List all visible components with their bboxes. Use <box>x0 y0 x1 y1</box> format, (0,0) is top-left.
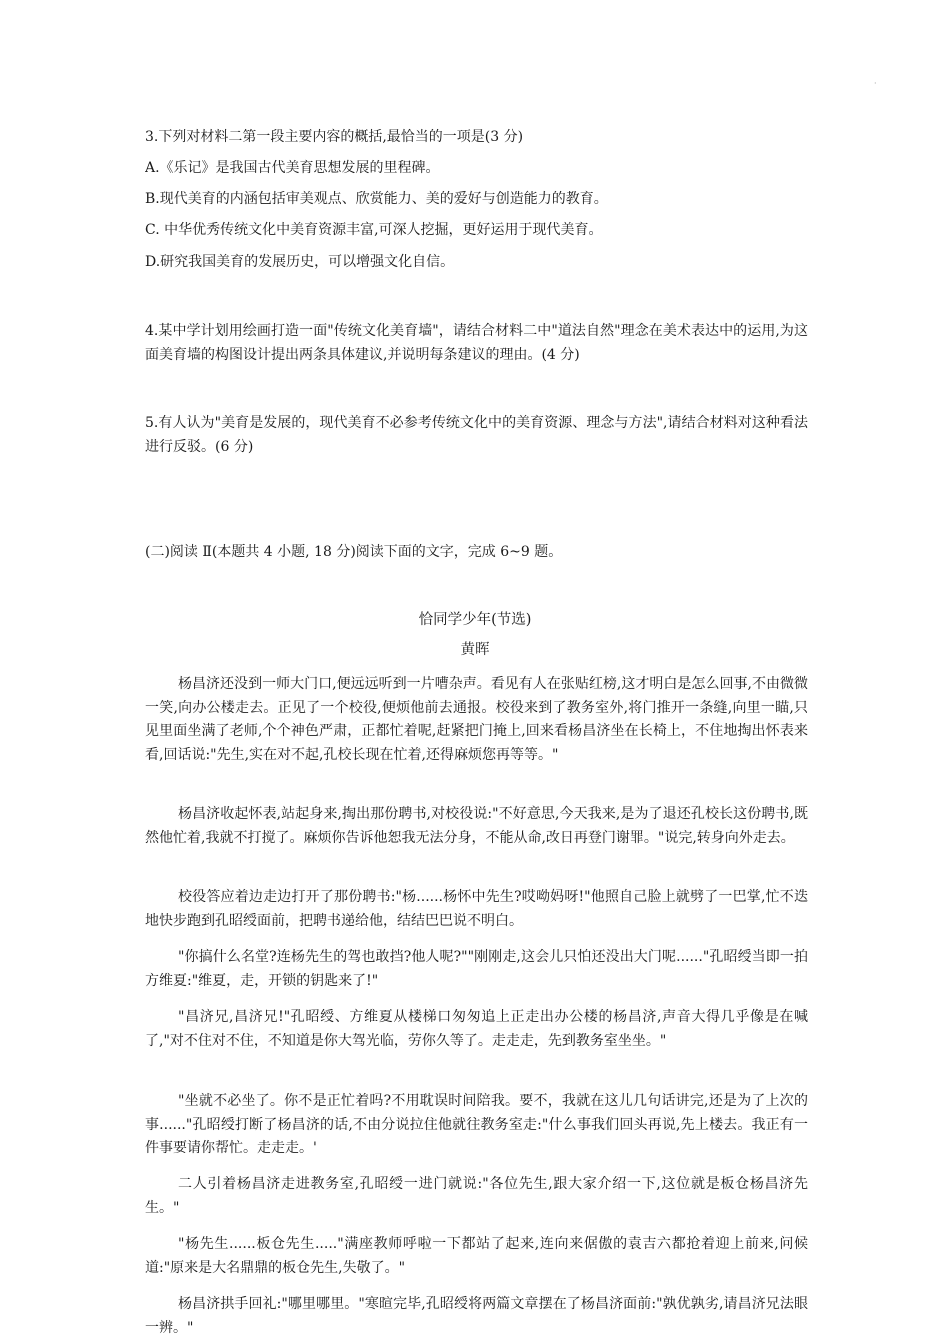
question-3-stem: 3.下列对材料二第一段主要内容的概括,最恰当的一项是(3 分) <box>145 129 524 145</box>
question-4: 4.某中学计划用绘画打造一面"传统文化美育墙"，请结合材料二中"道法自然"理念在美术表达中的运用,为这面美育墙的构图设计提出两条具体建议,并说明每条建议的理由。(4 分) <box>145 323 808 363</box>
story-author: 黄晖 <box>460 642 490 658</box>
story-paragraph: "杨先生......板仓先生....."满座教师呼啦一下都站了起来,连向来倨傲的袁吉六都抢着迎上前来,问候道:"原来是大名鼎鼎的板仓先生,失敬了。" <box>145 1236 808 1276</box>
question-5: 5.有人认为"美育是发展的，现代美育不必参考传统文化中的美育资源、理念与方法",请结合材料对这种看法进行反驳。(6 分) <box>145 415 808 455</box>
story-paragraph: "昌济兄,昌济兄!"孔昭绶、方维夏从楼梯口匆匆追上正走出办公楼的杨昌济,声音大得几乎像是在喊了,"对不住对不住，不知道是你大驾光临，劳你久等了。走走走，先到教务室坐坐。" <box>145 1009 808 1049</box>
question-3-option-a: A.《乐记》是我国古代美育思想发展的里程碑。 <box>145 160 440 176</box>
question-3-option-c: C. 中华优秀传统文化中美育资源丰富,可深人挖掘，更好运用于现代美育。 <box>145 222 603 238</box>
story-paragraph: 杨昌济拱手回礼:"哪里哪里。"寒暄完毕,孔昭绶将两篇文章摆在了杨昌济面前:"孰优孰劣,请昌济兄法眼一辨。" <box>145 1296 808 1336</box>
story-paragraph: "你搞什么名堂?连杨先生的驾也敢挡?他人呢?""刚刚走,这会儿只怕还没出大门呢......"孔昭绶当即一拍方维夏:"维夏，走，开锁的钥匙来了!" <box>145 949 808 989</box>
question-3-option-d: D.研究我国美育的发展历史，可以增强文化自信。 <box>145 254 455 270</box>
story-paragraph: 杨昌济收起怀表,站起身来,掏出那份聘书,对校役说:"不好意思,今天我来,是为了退还孔校长这份聘书,既然他忙着,我就不打搅了。麻烦你告诉他恕我无法分身，不能从命,改日再登门谢罪。"说完,转身向外走去。 <box>145 806 808 846</box>
story-title: 恰同学少年(节选) <box>418 612 532 628</box>
story-paragraph: "坐就不必坐了。你不是正忙着吗?不用耽误时间陪我。要不，我就在这儿几句话讲完,还是为了上次的事......"孔昭绶打断了杨昌济的话,不由分说拉住他就往教务室走:"什么事我们回头再说,先上楼去。我正有一件事要请你帮忙。走走走。' <box>145 1093 808 1156</box>
story-paragraph: 校役答应着边走边打开了那份聘书:"杨......杨怀中先生?哎呦妈呀!"他照自己脸上就劈了一巴掌,忙不迭地快步跑到孔昭绶面前，把聘书递给他，结结巴巴说不明白。 <box>145 889 808 929</box>
section-2-heading: (二)阅读 Ⅱ(本题共 4 小题, 18 分)阅读下面的文字，完成 6~9 题。 <box>145 544 563 560</box>
story-paragraph: 杨昌济还没到一师大门口,便远远听到一片嘈杂声。看见有人在张贴红榜,这才明白是怎么回事,不由微微一笑,向办公楼走去。正见了一个校役,便烦他前去通报。校役来到了教务室外,将门推开一条缝,向里一瞄,只见里面坐满了老师,个个神色严肃，正都忙着呢,赶紧把门掩上,回来看杨昌济坐在长椅上，不住地掏出怀表来看,回话说:"先生,实在对不起,孔校长现在忙着,还得麻烦您再等等。" <box>145 676 808 763</box>
question-3-option-b: B.现代美育的内涵包括审美观点、欣赏能力、美的爱好与创造能力的教育。 <box>145 191 608 207</box>
story-paragraph: 二人引着杨昌济走进教务室,孔昭绶一进门就说:"各位先生,跟大家介绍一下,这位就是板仓杨昌济先生。" <box>145 1176 808 1216</box>
corner-mark: · <box>874 79 877 88</box>
